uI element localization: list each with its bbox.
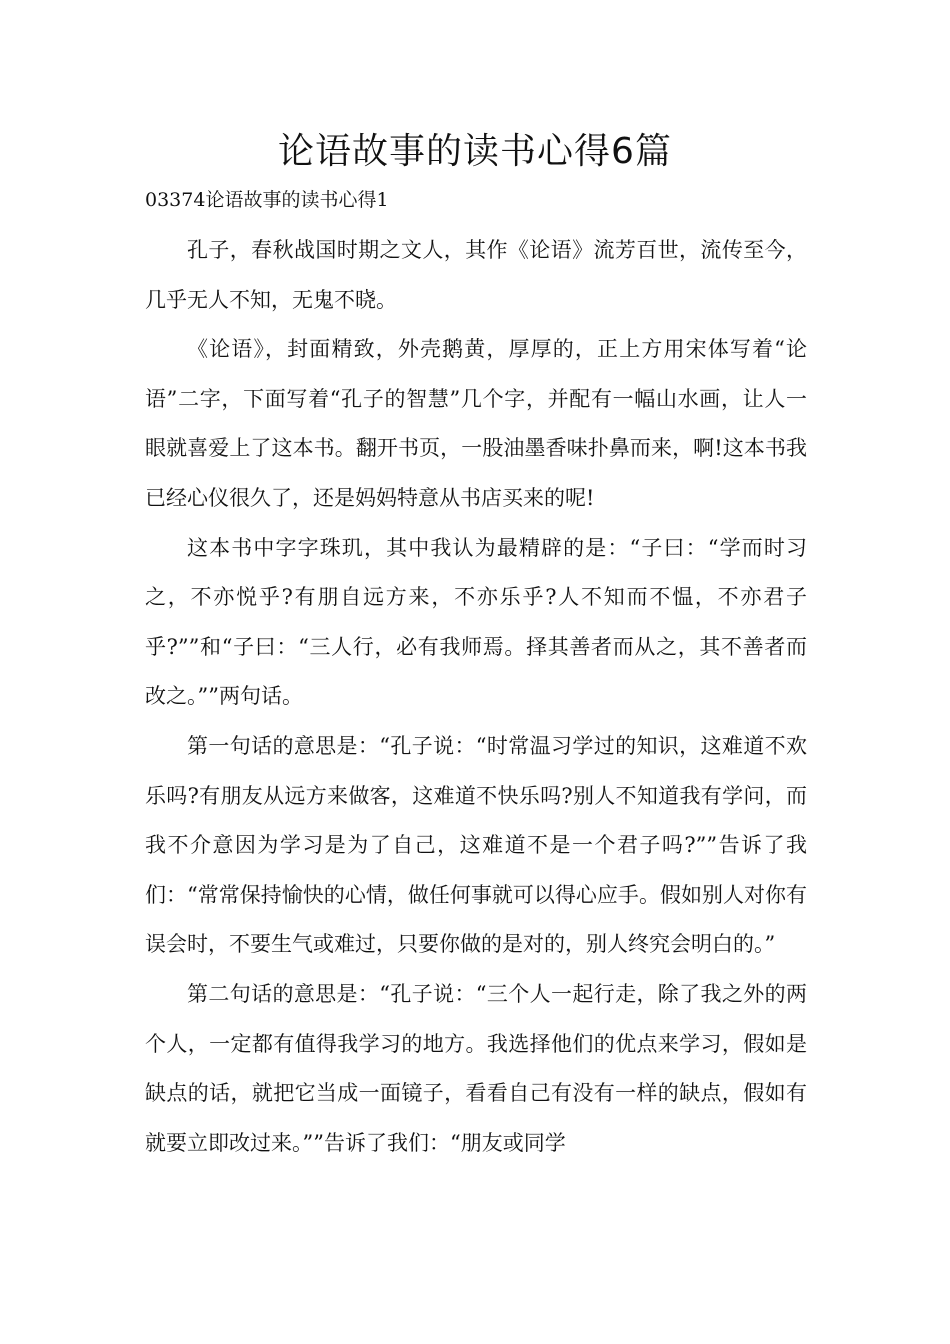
- document-title: 论语故事的读书心得6篇: [278, 131, 672, 172]
- document-subtitle: 03374论语故事的读书心得1: [145, 189, 389, 211]
- paragraph-1: 孔子，春秋战国时期之文人，其作《论语》流芳百世，流传至今，几乎无人不知，无鬼不晓。: [145, 238, 807, 312]
- paragraph-2: 《论语》，封面精致，外壳鹅黄，厚厚的，正上方用宋体写着“论语”二字，下面写着“孔子的智慧”几个字，并配有一幅山水画，让人一眼就喜爱上了这本书。翻开书页，一股油墨香味扑鼻而来，啊!这本书我已经心仪很久了，还是妈妈特意从书店买来的呢!: [145, 337, 807, 510]
- document-body: [145, 226, 807, 1168]
- paragraph-4: 第一句话的意思是：“孔子说：“时常温习学过的知识，这难道不欢乐吗?有朋友从远方来做客，这难道不快乐吗?别人不知道我有学问，而我不介意因为学习是为了自己，这难道不是一个君子吗?””告诉了我们：“常常保持愉快的心情，做任何事就可以得心应手。假如别人对你有误会时，不要生气或难过，只要你做的是对的，别人终究会明白的。”: [145, 733, 807, 957]
- paragraph-5: 第二句话的意思是：“孔子说：“三个人一起行走，除了我之外的两个人，一定都有值得我学习的地方。我选择他们的优点来学习，假如是缺点的话，就把它当成一面镜子，看看自己有没有一样的缺点，假如有就要立即改过来。””告诉了我们：“朋友或同学: [145, 981, 807, 1155]
- paragraph-3: 这本书中字字珠玑，其中我认为最精辟的是：“子曰：“学而时习之，不亦悦乎?有朋自远方来，不亦乐乎?人不知而不愠，不亦君子乎?””和“子曰：“三人行，必有我师焉。择其善者而从之，其不善者而改之。””两句话。: [145, 535, 807, 709]
